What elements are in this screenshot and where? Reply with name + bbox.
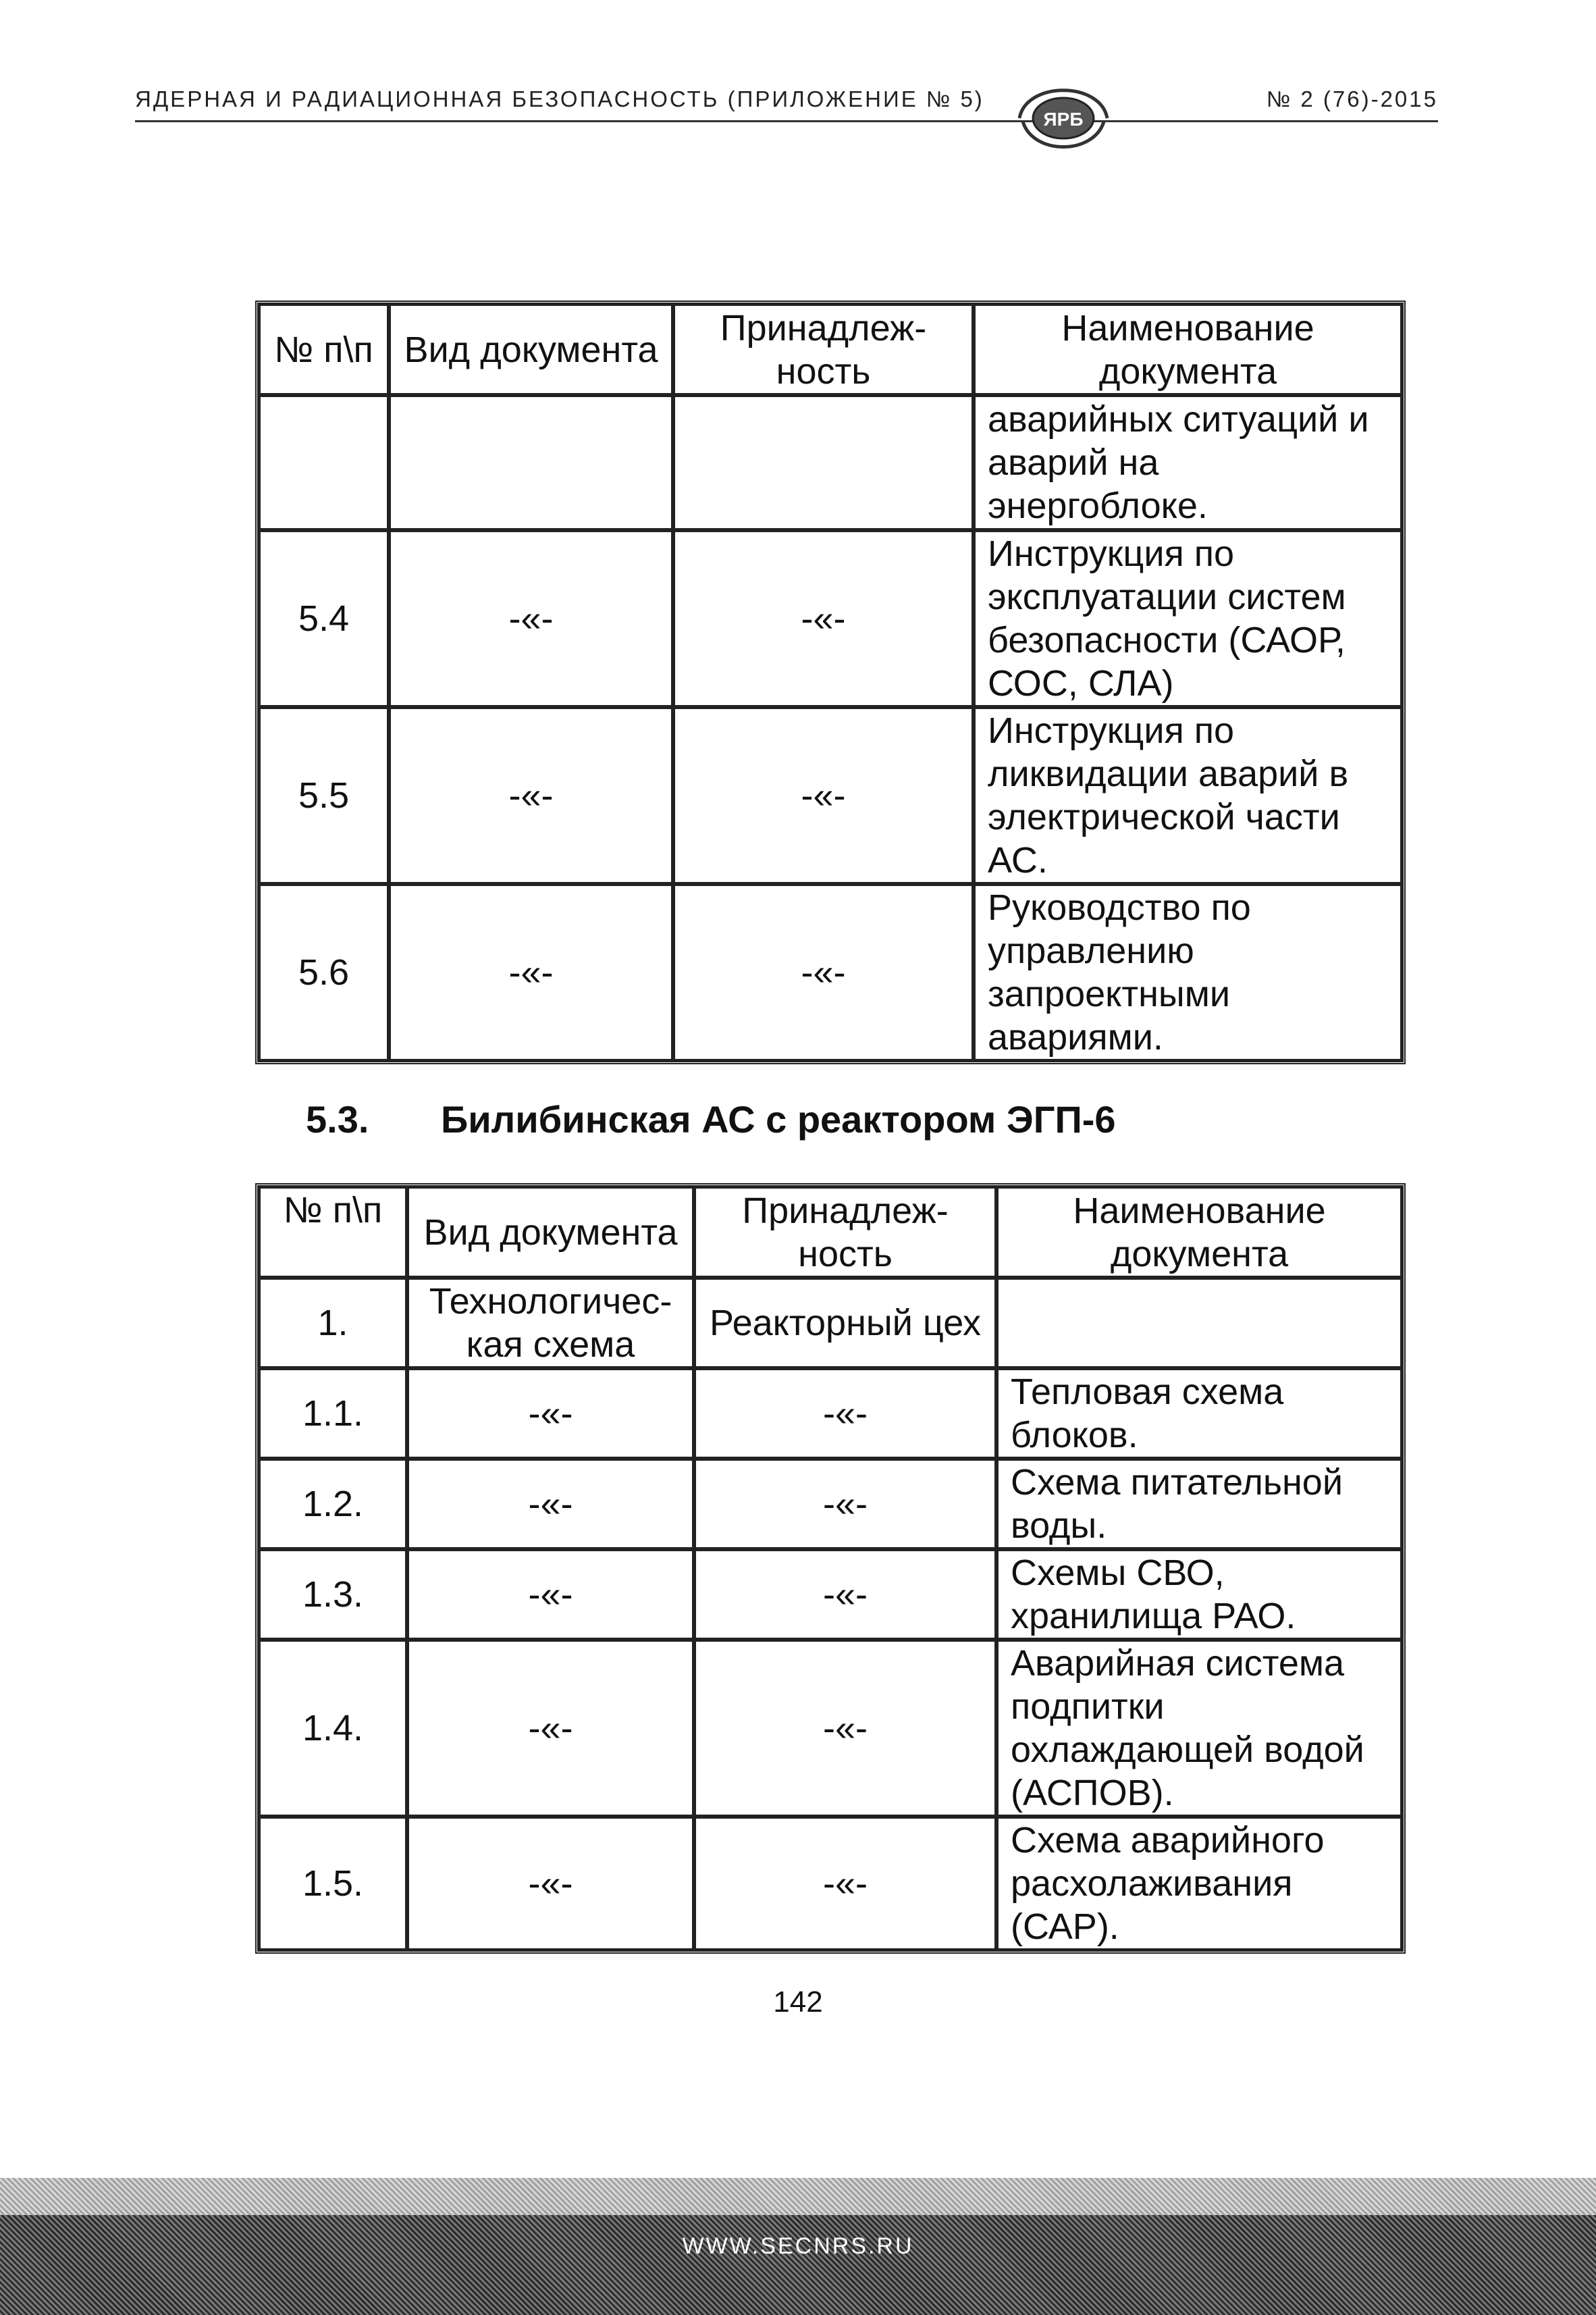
table-row [259, 1817, 1402, 1950]
row-ownership [673, 395, 974, 530]
table-header-row [259, 304, 1402, 395]
row-ownership: -«- [673, 530, 974, 707]
row-doc-type: -«- [389, 530, 673, 707]
row-ownership: -«- [673, 707, 974, 884]
row-doc-type: -«- [407, 1549, 694, 1640]
header-ownership: Принадлеж-ность [673, 304, 974, 395]
row-number: 5.4 [259, 530, 389, 707]
row-number [259, 395, 389, 530]
section-title-text: Билибинская АС с реактором ЭГП-6 [441, 1098, 1116, 1141]
issue-number: № 2 (76)-2015 [1266, 86, 1438, 111]
header-rule [135, 120, 1438, 122]
footer-light-stripe [0, 2178, 1596, 2215]
footer-band [0, 2178, 1596, 2315]
table-row [259, 1640, 1402, 1817]
row-ownership: -«- [694, 1368, 996, 1459]
header-doc-name: Наименование документа [996, 1187, 1402, 1278]
row-doc-type: -«- [407, 1817, 694, 1950]
row-ownership: -«- [694, 1459, 996, 1549]
header-number: № п\п [259, 1187, 407, 1278]
table-row [259, 1549, 1402, 1640]
header-ownership: Принадлеж-ность [694, 1187, 996, 1278]
header-doc-name: Наименование документа [974, 304, 1402, 395]
row-doc-name: аварийных ситуаций и аварий на энергоблоке. [974, 395, 1402, 530]
row-doc-name: Схемы СВО, хранилища РАО. [996, 1549, 1402, 1640]
row-ownership: -«- [694, 1817, 996, 1950]
row-number: 1.2. [259, 1459, 407, 1549]
row-doc-name: Инструкция по эксплуатации систем безопасности (САОР, СОС, СЛА) [974, 530, 1402, 707]
table-row [259, 1459, 1402, 1549]
running-header [135, 80, 1438, 134]
header-doc-type: Вид документа [407, 1187, 694, 1278]
row-doc-name: Схема питательной воды. [996, 1459, 1402, 1549]
row-doc-name: Схема аварийного расхолаживания (САР). [996, 1817, 1402, 1950]
row-doc-type: -«- [389, 884, 673, 1061]
row-doc-name [996, 1278, 1402, 1368]
section-number: 5.3. [306, 1098, 369, 1141]
row-number: 1.4. [259, 1640, 407, 1817]
header-doc-type: Вид документа [389, 304, 673, 395]
table-row [259, 530, 1402, 707]
table-header-row [259, 1187, 1402, 1278]
row-number: 1.3. [259, 1549, 407, 1640]
section-heading [306, 1097, 1116, 1141]
footer-url: WWW.SECNRS.RU [682, 2233, 914, 2259]
appendix-label: (ПРИЛОЖЕНИЕ № 5) [727, 86, 984, 111]
row-ownership: Реакторный цех [694, 1278, 996, 1368]
journal-logo [1006, 68, 1121, 169]
journal-name: ЯДЕРНАЯ И РАДИАЦИОННАЯ БЕЗОПАСНОСТЬ [135, 86, 720, 111]
row-ownership: -«- [673, 884, 974, 1061]
row-doc-type [389, 395, 673, 530]
row-doc-name: Руководство по управлению запроектными авариями. [974, 884, 1402, 1061]
table-row [259, 1368, 1402, 1459]
documents-table-bilibino [255, 1183, 1406, 1954]
row-doc-type: Технологичес-кая схема [407, 1278, 694, 1368]
row-ownership: -«- [694, 1640, 996, 1817]
row-number: 5.6 [259, 884, 389, 1061]
row-number: 5.5 [259, 707, 389, 884]
table-row [259, 707, 1402, 884]
row-doc-type: -«- [407, 1459, 694, 1549]
header-number: № п\п [259, 304, 389, 395]
table-row [259, 884, 1402, 1061]
logo-text: ЯРБ [1043, 109, 1084, 130]
row-ownership: -«- [694, 1549, 996, 1640]
row-doc-type: -«- [407, 1368, 694, 1459]
row-number: 1.5. [259, 1817, 407, 1950]
row-doc-type: -«- [407, 1640, 694, 1817]
row-doc-name: Инструкция по ликвидации аварий в электрической части АС. [974, 707, 1402, 884]
page-number: 142 [773, 1985, 823, 2019]
table-row [259, 1278, 1402, 1368]
row-number: 1. [259, 1278, 407, 1368]
journal-title [135, 86, 984, 112]
row-number: 1.1. [259, 1368, 407, 1459]
row-doc-name: Аварийная система подпитки охлаждающей водой (АСПОВ). [996, 1640, 1402, 1817]
table-row [259, 395, 1402, 530]
row-doc-name: Тепловая схема блоков. [996, 1368, 1402, 1459]
documents-table-continued [255, 301, 1406, 1064]
row-doc-type: -«- [389, 707, 673, 884]
